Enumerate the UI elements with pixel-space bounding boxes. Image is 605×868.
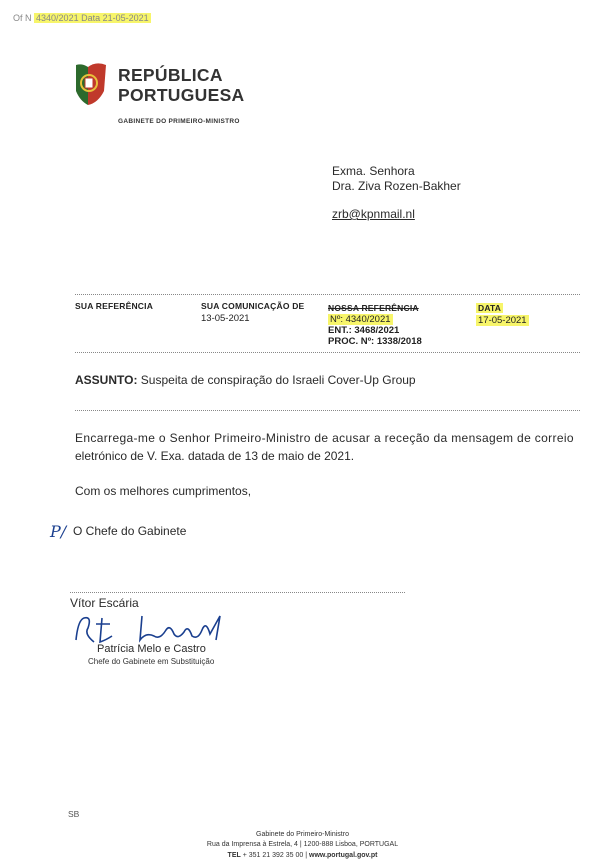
stamp-number-date [34,13,151,23]
footer-line3 [0,852,605,859]
letterhead-office: GABINETE DO PRIMEIRO-MINISTRO [118,118,240,125]
divider-subject [75,410,580,411]
stamp-label: Of N [13,13,32,23]
nossa-referencia-ent: ENT.: 3468/2021 [328,325,400,336]
body-para1-line2: eletrónico de V. Exa. datada de 13 de maio de 2021. [75,449,355,463]
footer-tel-label: TEL [227,852,241,859]
recipient-salutation: Exma. Senhora [332,164,415,178]
signer-name: Patrícia Melo e Castro [97,643,206,655]
typist-initials: SB [68,809,80,819]
sua-referencia-label: SUA REFERÊNCIA [75,301,154,311]
footer-web[interactable]: www.portugal.gov.pt [309,852,378,859]
data-label: DATA [478,303,502,313]
coat-of-arms-logo [74,61,108,107]
nossa-referencia-proc: PROC. Nº: 1338/2018 [328,336,422,347]
subject-line [75,373,416,387]
recipient-email[interactable]: zrb@kpnmail.nl [332,207,415,221]
divider-bottom-refs [75,352,580,353]
nossa-referencia-label: NOSSA REFERÊNCIA [328,303,419,313]
signature-line [70,592,405,593]
original-signer-name: Vítor Escária [70,596,139,610]
sua-comunicacao-value: 13-05-2021 [201,313,250,324]
body-para1-line1: Encarrega-me o Senhor Primeiro-Ministro de acusar a receção da mensagem de correio [75,431,574,445]
footer-line1: Gabinete do Primeiro-Ministro [256,831,349,838]
stamp-number: 4340/2021 [36,13,79,23]
letterhead-line2: PORTUGUESA [118,85,245,105]
footer-line2: Rua da Imprensa à Estrela, 4 | 1200-888 Lisboa, PORTUGAL [206,841,399,848]
nossa-referencia-number: Nº: 4340/2021 [330,314,391,325]
divider-top-refs [75,294,580,295]
footer-tel: + 351 21 392 35 00 [242,852,304,859]
recipient-name: Dra. Ziva Rozen-Bakher [332,179,461,193]
signer-role: Chefe do Gabinete em Substituição [88,657,215,666]
subject-text: Suspeita de conspiração do Israeli Cover-Up Group [140,373,416,387]
sua-comunicacao-label: SUA COMUNICAÇÃO DE [201,301,305,311]
header-stamp [13,13,151,23]
stamp-date-label: Data [81,13,101,23]
letterhead-line1: REPÚBLICA [118,65,223,85]
data-value: 17-05-2021 [478,315,527,326]
body-closing: Com os melhores cumprimentos, [75,484,252,498]
footer-separator: | [305,852,308,859]
chefe-do-gabinete: O Chefe do Gabinete [73,524,187,538]
stamp-date: 21-05-2021 [102,13,149,23]
subject-label: ASSUNTO: [75,373,138,387]
handwritten-mark: P/ [50,522,67,541]
